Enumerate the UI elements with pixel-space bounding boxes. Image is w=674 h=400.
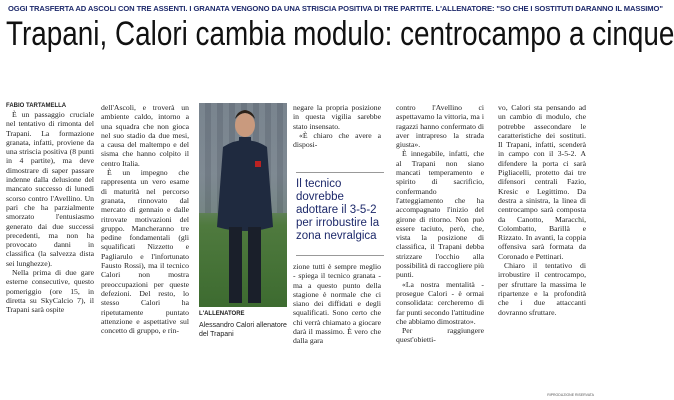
- paragraph: Nella prima di due gare esterne consecutive, questo pomeriggio (ore 15, in diretta su SkyCalcio 7), il Trapani sarà ospite: [6, 268, 94, 315]
- paragraph: dell'Ascoli, e troverà un ambiente caldo, intorno a una squadra che non gioca nel suo stadio da due mesi, a causa del maltempo e del sisma che hanno colpito il centro Italia.: [101, 103, 189, 168]
- article-column-3-top: [293, 103, 381, 149]
- copyright-note: RIPRODUZIONE RISERVATA: [547, 393, 594, 397]
- article-column-3-bottom: [293, 262, 381, 400]
- paragraph: zione tutti è sempre meglio - spiega il tecnico granata - ma a questo punto della stagione è normale che ci siano dei diffidati e degli squalificati. Sono certo che chi verrà chiamato a giocare darà il massimo. È vero che dalla gara: [293, 262, 381, 346]
- divider: [296, 255, 384, 256]
- byline: FABIO TARTAMELLA: [6, 103, 67, 109]
- article-column-2: [101, 103, 189, 400]
- article-column-4: [396, 103, 484, 400]
- paragraph: vo, Calori sta pensando ad un cambio di modulo, che potrebbe assecondare le caratteristiche dei sostituti. Il Trapani, infatti, scenderà in campo con il 3-5-2. A difendere la porta ci sarà Pigliacelli, protetto dai tre difensori centrali Fazio, Kresic e Legittimo. Da destra a sinistra, la linea di centrocampo sarà composta da Canotto, Maracchi, Colombatto, Barillà e Rizzato. In avanti, la coppia offensiva sarà formata da Coronado e Pettinari.: [498, 103, 586, 261]
- pull-quote: Il tecnico dovrebbe adottare il 3-5-2 per irrobustire la zona nevralgica: [296, 178, 380, 242]
- paragraph: contro l'Avellino ci aspettavamo la vittoria, ma i ragazzi hanno confermato di aver intrapreso la strada giusta».: [396, 103, 484, 150]
- photo-caption: Alessandro Calori allenatore del Trapani: [199, 322, 287, 338]
- coach-photo: [199, 103, 287, 307]
- coach-figure-image: [199, 103, 287, 307]
- divider: [296, 172, 384, 173]
- paragraph: «È chiaro che avere a disposi-: [293, 130, 381, 150]
- paragraph: È un impegno che rappresenta un vero esame di maturità nel percorso granata, rinnovato dal mercato di gennaio e dalle ritrovate motivazioni del gruppo. Mancheranno tre pedine fondamentali (gli squalificati Nizzetto e Pagliarulo e l'infortunato Fausto Rossi), ma il tecnico Calori non mostra preoccupazioni per queste defezioni. Del resto, lo stesso Calori ha ripetutamente puntato attenzione e aspettative sul concetto di gruppo, e rin-: [101, 168, 189, 336]
- photo-caption-title: L'ALLENATORE: [199, 311, 245, 317]
- paragraph: È innegabile, infatti, che al Trapani non siano mancati temperamento e spirito di sacrificio, confermando l'atteggiamento che ha accompagnato l'inizio del girone di ritorno. Non può essere taciuto, però, che, vista la posizione di classifica, il Trapani debba strizzare l'occhio alla possibilità di raccogliere più punti.: [396, 149, 484, 280]
- headline: Trapani, Calori cambia modulo: centrocampo a cinque: [6, 15, 674, 53]
- article-column-5: [498, 103, 586, 400]
- paragraph: Chiaro il tentativo di irrobustire il centrocampo, per sfruttare la massima le ripartenze e la profondità che i due attaccanti dovranno sfruttare.: [498, 261, 586, 317]
- paragraph: «La nostra mentalità - prosegue Calori - è ormai consolidata: cercheremo di far punti secondo l'attitudine che abbiamo dimostrato».: [396, 279, 484, 326]
- paragraph: Per raggiungere quest'obietti-: [396, 326, 484, 345]
- paragraph: negare la propria posizione in questa vigilia sarebbe stato insensato.: [293, 103, 381, 131]
- paragraph: È un passaggio cruciale nel tentativo di rimonta del Trapani. La formazione granata, infatti, proviene da una striscia positiva (8 punti in 4 partite), ma deve dimostrare di saper passare indenne dalla delusione del mancato successo di lunedì scorso contro l'Avellino. Un pari che ha parzialmente smorzato l'entusiasmo generato dai due successi precedenti, ma non ha provocato danni in classifica (la salvezza dista sei lunghezze).: [6, 110, 94, 268]
- article-column-1: [6, 110, 94, 400]
- kicker: OGGI TRASFERTA AD ASCOLI CON TRE ASSENTI. I GRANATA VENGONO DA UNA STRISCIA POSITIVA DI TRE PARTITE. L'ALLENATORE: "SO CHE I SOSTITUTI DARANNO IL MASSIMO": [8, 4, 663, 13]
